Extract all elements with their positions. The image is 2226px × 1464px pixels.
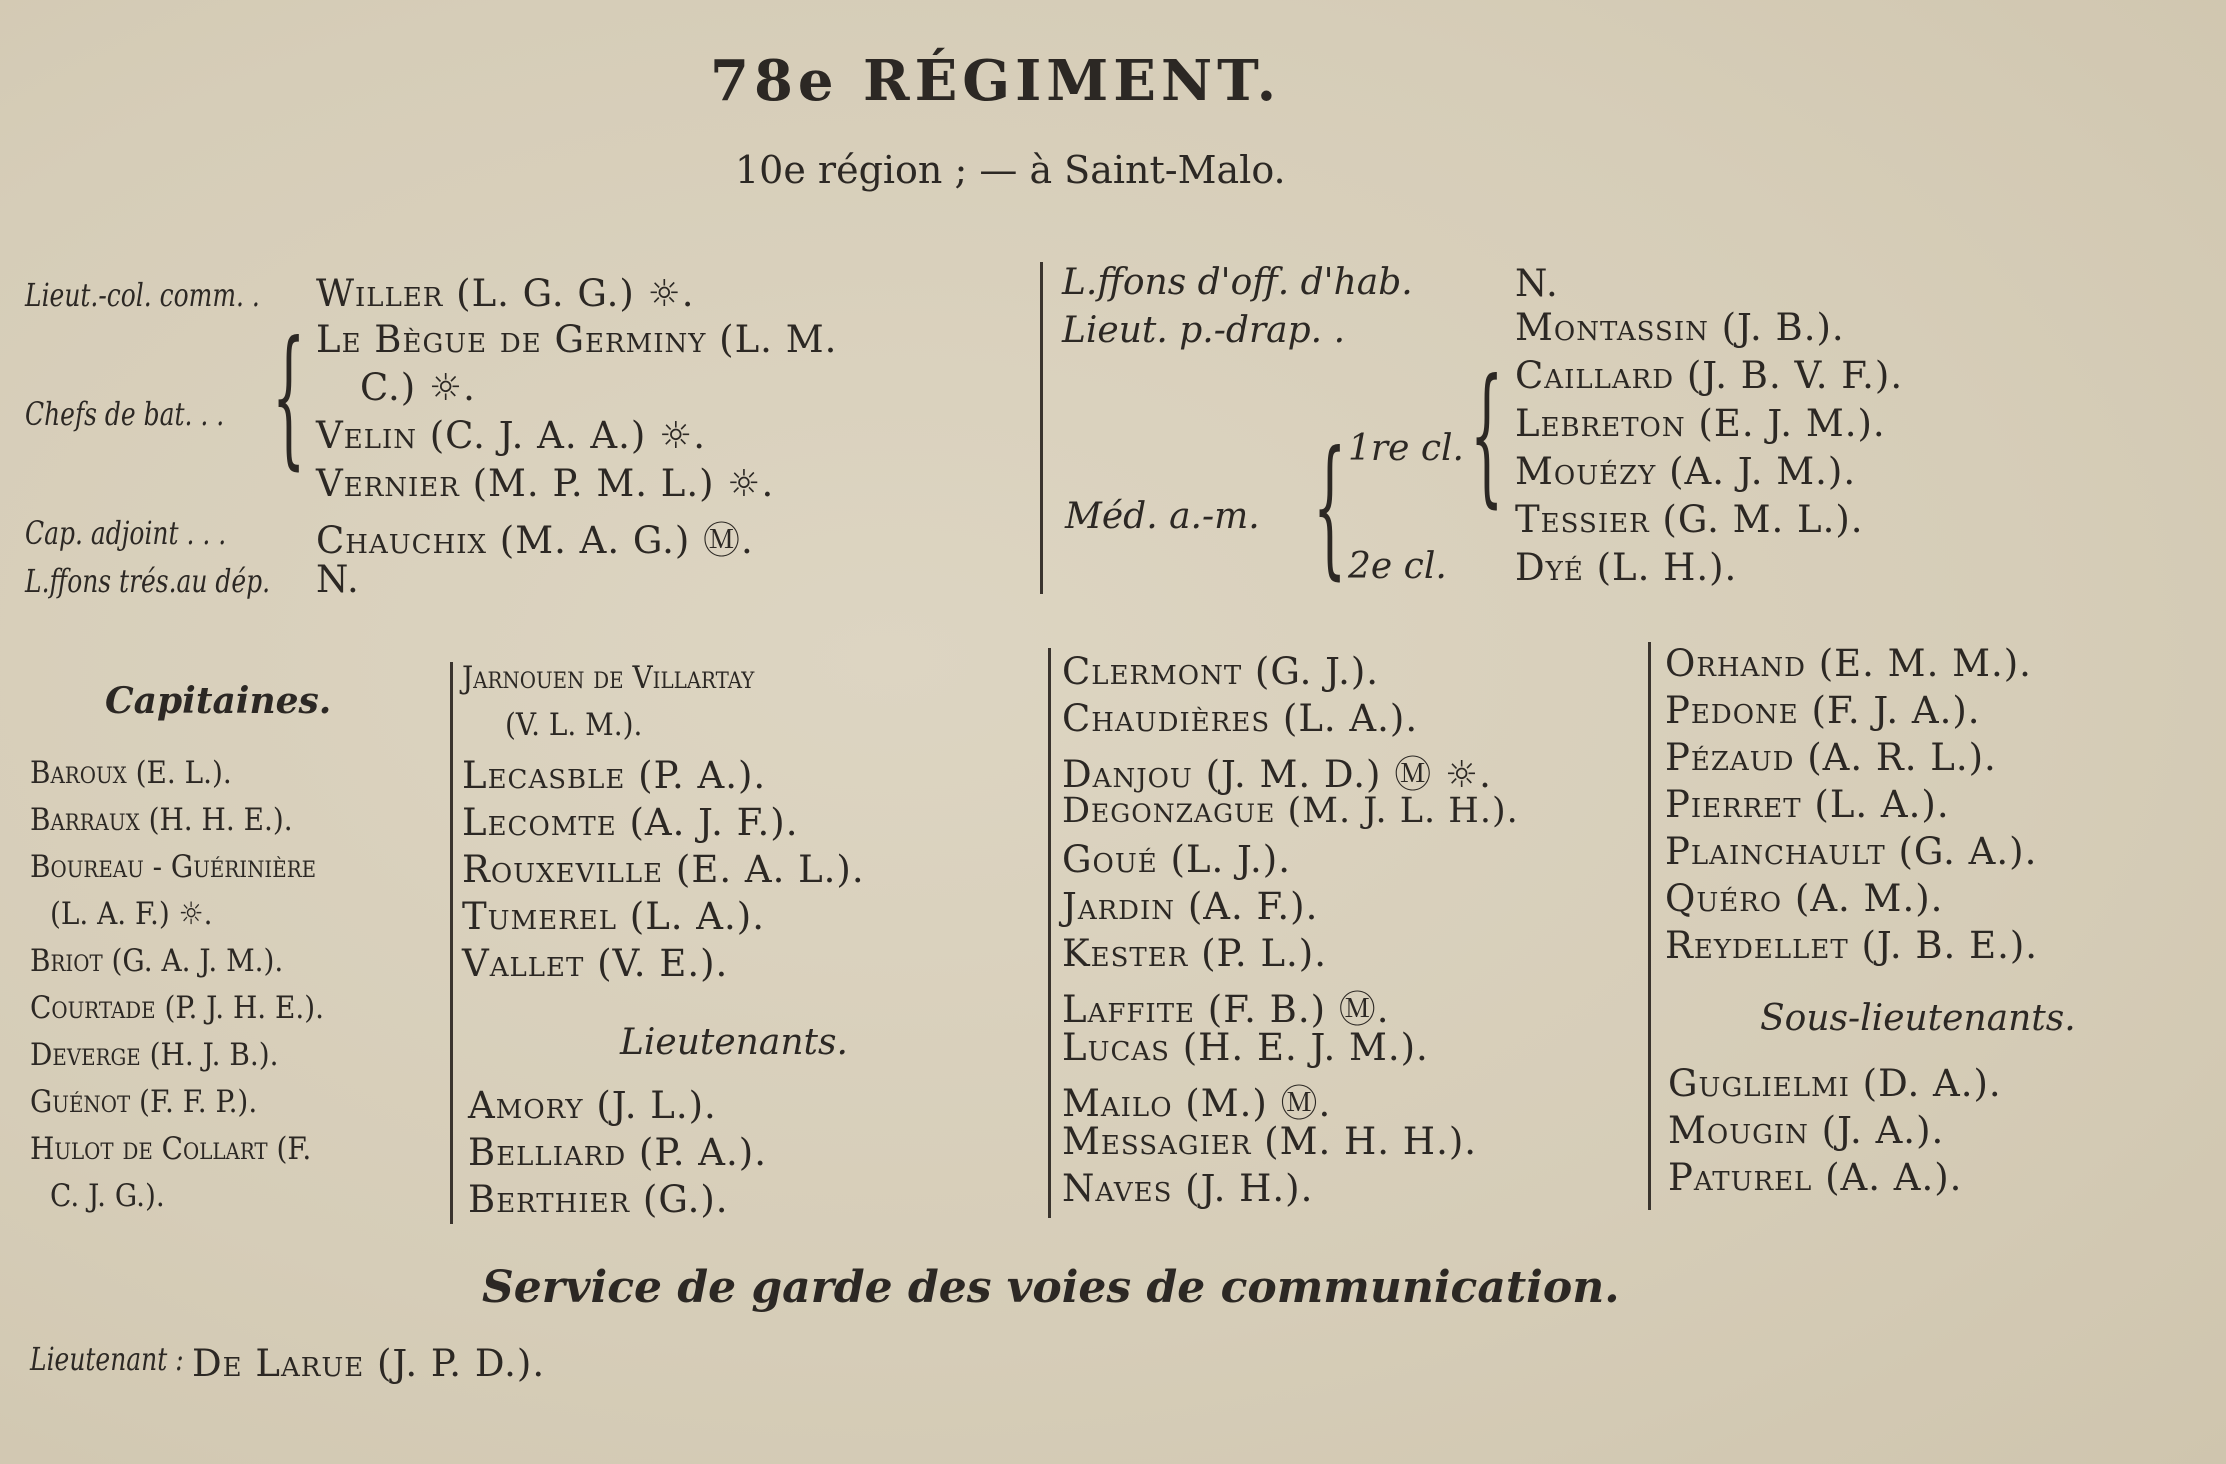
col3-name-12: Naves (J. H.). — [1062, 1167, 1314, 1210]
page-title: 78e RÉGIMENT. — [710, 48, 1282, 114]
name-med-3: Mouézy (A. J. M.). — [1515, 450, 1857, 493]
footer-label: Lieutenant : — [30, 1340, 184, 1378]
name-med-2: Lebreton (E. J. M.). — [1515, 402, 1886, 445]
lieutenant-2: Belliard (P. A.). — [468, 1131, 767, 1174]
name-chef-1b: C.) ☼. — [360, 366, 476, 409]
capitaine-8b: C. J. G.). — [50, 1178, 165, 1214]
col2-name-2: Lecasble (P. A.). — [462, 754, 767, 797]
col2-name-3: Lecomte (A. J. F.). — [462, 801, 799, 844]
name-med-1: Caillard (J. B. V. F.). — [1515, 354, 1904, 397]
label-medecin: Méd. a.-m. — [1065, 496, 1260, 537]
heading-capitaines: Capitaines. — [105, 680, 332, 722]
lieutenant-1: Amory (J. L.). — [468, 1084, 717, 1127]
name-tres-au-dep: N. — [316, 558, 360, 601]
divider-col-2 — [1048, 648, 1051, 1218]
capitaine-3: Boureau - Guérinière — [30, 849, 317, 885]
capitaine-8: Hulot de Collart (F. — [30, 1131, 312, 1167]
name-chef-3: Vernier (M. P. M. L.) ☼. — [316, 462, 775, 505]
sous-lieutenant-1: Guglielmi (D. A.). — [1668, 1062, 2002, 1105]
name-cap-adjoint: Chauchix (M. A. G.) Ⓜ. — [316, 519, 754, 562]
label-2e-cl: 2e cl. — [1348, 546, 1447, 587]
label-lieut-col: Lieut.-col. comm. . — [25, 276, 260, 314]
divider-upper — [1040, 262, 1043, 594]
col3-name-8: Laffite (F. B.) Ⓜ. — [1062, 988, 1390, 1031]
label-off-hab: L.ffons d'off. d'hab. — [1062, 262, 1413, 303]
brace-chefs: { — [272, 310, 306, 484]
col3-name-10: Mailo (M.) Ⓜ. — [1062, 1082, 1332, 1125]
capitaine-1: Baroux (E. L.). — [30, 755, 232, 791]
heading-sous-lieutenants: Sous-lieutenants. — [1760, 998, 2076, 1039]
name-chef-2: Velin (C. J. A. A.) ☼. — [316, 414, 707, 457]
footer-heading: Service de garde des voies de communication. — [482, 1262, 1620, 1313]
sous-lieutenant-2: Mougin (J. A.). — [1668, 1109, 1945, 1152]
label-tres-au-dep: L.ffons trés.au dép. — [25, 562, 271, 600]
name-chef-1: Le Bègue de Germiny (L. M. — [316, 318, 838, 361]
col4-name-4: Pierret (L. A.). — [1665, 783, 1950, 826]
col4-name-6: Quéro (A. M.). — [1665, 877, 1944, 920]
name-med-2e: Dyé (L. H.). — [1515, 546, 1738, 589]
label-chefs-de-bat: Chefs de bat. . . — [25, 395, 225, 433]
name-med-4: Tessier (G. M. L.). — [1515, 498, 1864, 541]
divider-col-3 — [1648, 642, 1651, 1210]
divider-col-1 — [450, 662, 453, 1224]
capitaine-7: Guénot (F. F. P.). — [30, 1084, 258, 1120]
footer-name: De Larue (J. P. D.). — [192, 1342, 546, 1385]
col2-name-5: Tumerel (L. A.). — [462, 895, 765, 938]
col2-name-6: Vallet (V. E.). — [462, 942, 729, 985]
lieutenant-3: Berthier (G.). — [468, 1178, 729, 1221]
col4-name-2: Pedone (F. J. A.). — [1665, 689, 1981, 732]
brace-medecin: { — [1313, 420, 1347, 594]
col2-name-1: Jarnouen de Villartay — [462, 660, 755, 696]
sous-lieutenant-3: Paturel (A. A.). — [1668, 1156, 1963, 1199]
col3-name-7: Kester (P. L.). — [1062, 932, 1327, 975]
capitaine-6: Deverge (H. J. B.). — [30, 1037, 279, 1073]
page-subtitle: 10e région ; — à Saint-Malo. — [735, 148, 1286, 192]
capitaine-4: Briot (G. A. J. M.). — [30, 943, 284, 979]
col4-name-7: Reydellet (J. B. E.). — [1665, 924, 2039, 967]
label-porte-drapeau: Lieut. p.-drap. . — [1062, 310, 1346, 351]
col3-name-2: Chaudières (L. A.). — [1062, 697, 1419, 740]
col4-name-5: Plainchault (G. A.). — [1665, 830, 2038, 873]
col4-name-3: Pézaud (A. R. L.). — [1665, 736, 1997, 779]
col3-name-11: Messagier (M. H. H.). — [1062, 1120, 1478, 1163]
brace-1re-cl: { — [1470, 348, 1504, 522]
col3-name-1: Clermont (G. J.). — [1062, 650, 1380, 693]
label-cap-adjoint: Cap. adjoint . . . — [25, 514, 227, 552]
name-porte-drapeau: Montassin (J. B.). — [1515, 306, 1845, 349]
col3-name-3: Danjou (J. M. D.) Ⓜ ☼. — [1062, 753, 1492, 796]
name-lieut-col: Willer (L. G. G.) ☼. — [316, 272, 695, 315]
col2-name-4: Rouxeville (E. A. L.). — [462, 848, 865, 891]
col3-name-4: Degonzague (M. J. L. H.). — [1062, 791, 1519, 831]
label-1re-cl: 1re cl. — [1348, 428, 1464, 469]
capitaine-3b: (L. A. F.) ☼. — [50, 896, 213, 932]
col2-name-1b: (V. L. M.). — [505, 707, 643, 743]
capitaine-2: Barraux (H. H. E.). — [30, 802, 293, 838]
col4-name-1: Orhand (E. M. M.). — [1665, 642, 2032, 685]
capitaine-5: Courtade (P. J. H. E.). — [30, 990, 325, 1026]
heading-lieutenants: Lieutenants. — [620, 1022, 848, 1063]
col3-name-9: Lucas (H. E. J. M.). — [1062, 1026, 1429, 1069]
name-off-hab: N. — [1515, 262, 1559, 305]
col3-name-5: Goué (L. J.). — [1062, 838, 1291, 881]
col3-name-6: Jardin (A. F.). — [1062, 885, 1319, 928]
